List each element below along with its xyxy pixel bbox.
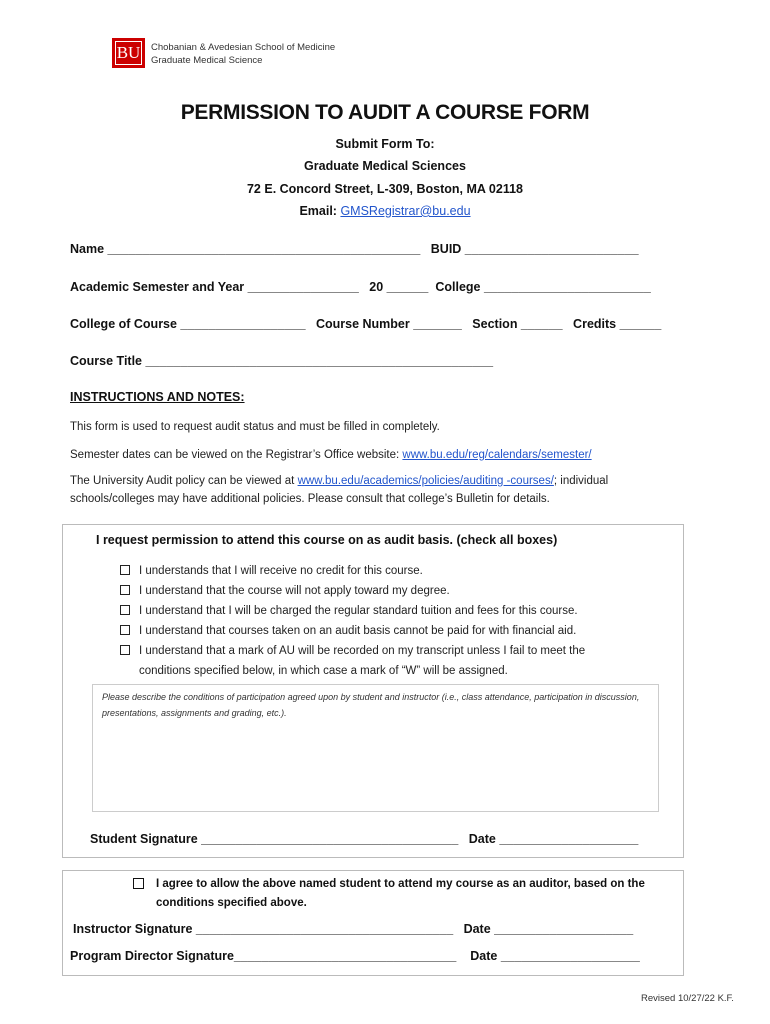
conditions-textarea[interactable] — [92, 684, 659, 812]
ack-item-text: I understand that courses taken on an audit basis cannot be paid for with financial aid. — [139, 625, 577, 637]
line3-text: The University Audit policy can be viewed at — [70, 475, 298, 487]
submit-heading: Submit Form To: — [335, 137, 435, 151]
ack-item-text: I understand that a mark of AU will be recorded on my transcript unless I fail to meet the — [139, 645, 586, 657]
ack-item-text: I understand that the course will not apply toward my degree. — [139, 585, 450, 597]
form-title: PERMISSION TO AUDIT A COURSE FORM — [180, 101, 590, 124]
ack-item — [118, 581, 658, 601]
instructions-line-2 — [70, 446, 690, 464]
ack-item — [118, 561, 658, 581]
submit-office: Graduate Medical Sciences — [304, 159, 466, 174]
course-number-field[interactable]: College of Course __________________ Course Number _______ Section ______ Credits ______ — [70, 317, 662, 331]
email-label: Email: — [299, 203, 337, 218]
school-line-1: Chobanian & Avedesian School of Medicine — [151, 42, 336, 53]
ack-item-text: I understands that I will receive no credit for this course. — [139, 565, 423, 577]
school-line-2: Graduate Medical Science — [151, 55, 263, 66]
request-heading: I request permission to attend this course on as audit basis. (check all boxes) — [96, 533, 558, 547]
checkbox[interactable] — [120, 565, 130, 575]
bu-logo: BU — [112, 38, 145, 68]
school-name — [151, 41, 335, 67]
checkbox[interactable] — [120, 585, 130, 595]
instructor-signature-field[interactable]: Instructor Signature _____________________________________ Date ____________________ — [73, 922, 634, 936]
checkbox[interactable] — [120, 645, 130, 655]
instructions-heading: INSTRUCTIONS AND NOTES: — [70, 390, 245, 404]
semester-college-field[interactable]: Academic Semester and Year ________________ 20 ______ College ________________________ — [70, 280, 651, 294]
ack-item-text: I understand that I will be charged the regular standard tuition and fees for this course. — [139, 605, 578, 617]
instructions-line-3 — [70, 472, 690, 508]
submit-info — [0, 133, 770, 222]
line3-rest: ; individual schools/colleges may have additional policies. Please consult that college’s Bulletin for details. — [70, 475, 609, 505]
agree-text: I agree to allow the above named student to attend my course as an auditor, based on the conditions specified above. — [156, 878, 645, 909]
email-link[interactable]: GMSRegistrar@bu.edu — [340, 203, 471, 218]
checkbox[interactable] — [120, 605, 130, 615]
submit-address: 72 E. Concord Street, L-309, Boston, MA 02118 — [246, 181, 523, 196]
director-signature-field[interactable]: Program Director Signature________________________________ Date ____________________ — [70, 949, 640, 963]
ack-item — [118, 641, 658, 661]
acknowledgement-list — [118, 561, 658, 681]
revision-note: Revised 10/27/22 K.F. — [641, 993, 734, 1004]
instructor-agreement — [133, 875, 673, 913]
ack-item — [118, 601, 658, 621]
instructions-line-1: This form is used to request audit status and must be filled in completely. — [70, 421, 440, 433]
name-buid-field[interactable]: Name _____________________________________________ BUID _________________________ — [70, 242, 639, 256]
ack-item-continuation: conditions specified below, in which case a mark of “W” will be assigned. — [139, 665, 508, 677]
line2-text: Semester dates can be viewed on the Registrar’s Office website: — [70, 449, 403, 461]
audit-policy-link[interactable]: www.bu.edu/academics/policies/auditing -courses/ — [297, 475, 554, 487]
semester-dates-link[interactable]: www.bu.edu/reg/calendars/semester/ — [402, 449, 592, 461]
conditions-hint: Please describe the conditions of participation agreed upon by student and instructor (i.e., class attendance, participation in discussion, presentations, assignments and grading, etc.). — [102, 692, 640, 718]
submit-email-row — [0, 200, 770, 222]
ack-item — [118, 621, 658, 641]
checkbox[interactable] — [120, 625, 130, 635]
course-title-field[interactable]: Course Title __________________________________________________ — [70, 354, 494, 368]
student-signature-field[interactable]: Student Signature _____________________________________ Date ____________________ — [90, 832, 639, 846]
agree-checkbox[interactable] — [133, 878, 144, 889]
